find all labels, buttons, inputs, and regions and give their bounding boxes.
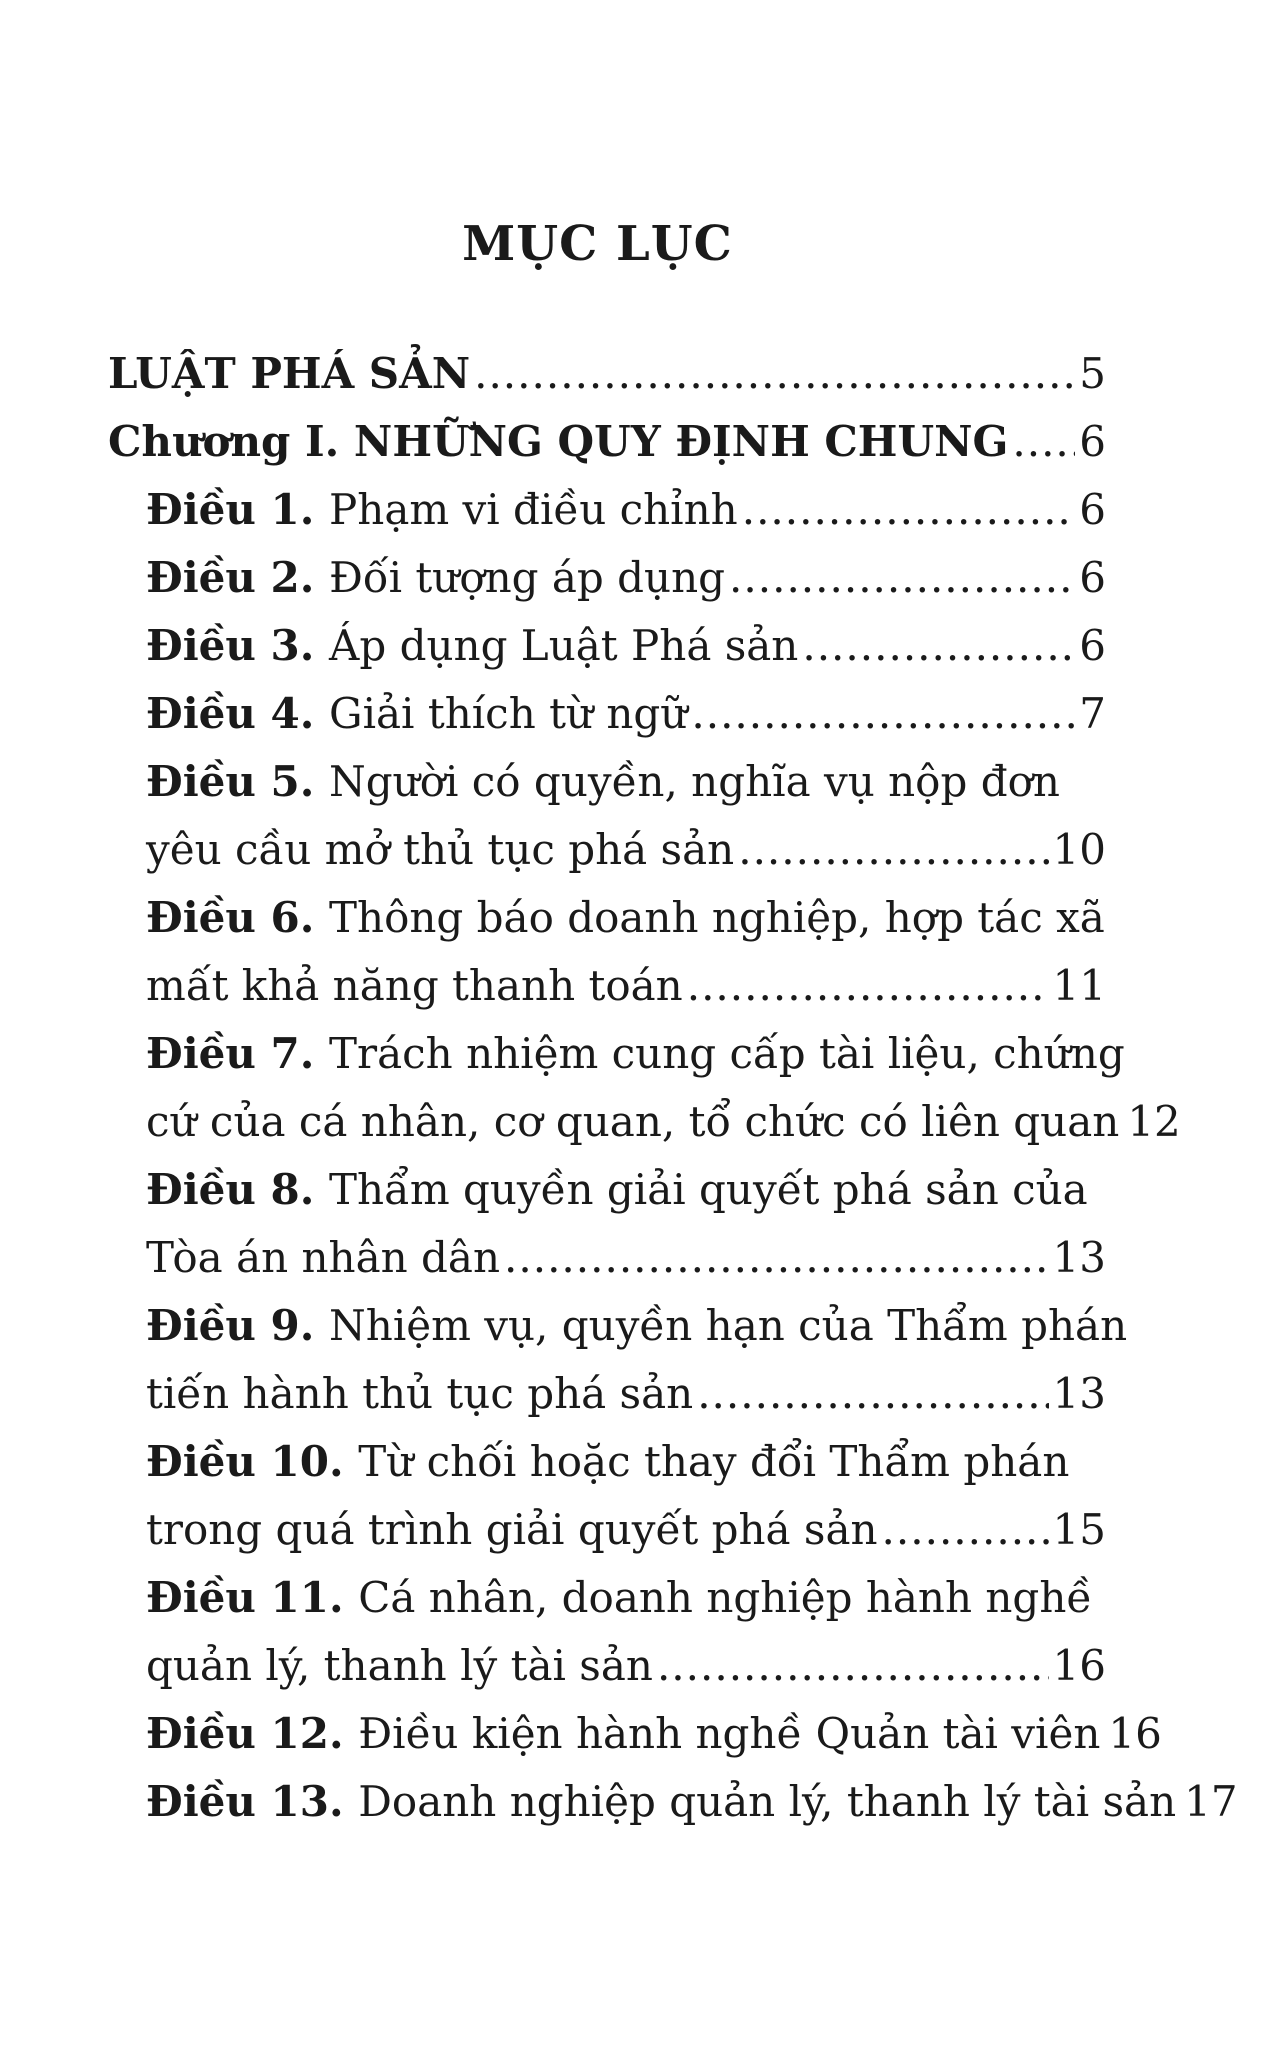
toc-leader-dots: [474, 340, 1075, 408]
toc-entry: [108, 408, 1106, 476]
toc-entry-title: LUẬT PHÁ SẢN: [108, 349, 471, 398]
toc-entry-text: [146, 1165, 1088, 1214]
toc-leader-dots: [504, 1224, 1049, 1292]
toc-entry-line: [146, 1292, 1128, 1360]
toc-entry: [108, 1428, 1106, 1564]
toc-entry-line: [146, 1428, 1106, 1496]
toc-entry-label: Điều 5.: [146, 757, 315, 806]
toc-entry-label: Điều 3.: [146, 621, 315, 670]
toc-entry-title: tiến hành thủ tục phá sản: [146, 1369, 694, 1418]
toc-page-number: 11: [1052, 961, 1106, 1010]
toc-entry: [108, 1020, 1181, 1156]
toc-page-number: 15: [1052, 1505, 1106, 1554]
toc-entry-text: [146, 544, 725, 612]
toc-entry-text: [146, 1224, 500, 1292]
toc-entry-text: [146, 1700, 1100, 1768]
toc-entry-text: [146, 1437, 1069, 1486]
toc-entry: [108, 1700, 1162, 1768]
toc-entry: [108, 544, 1106, 612]
toc-page-number: 10: [1052, 825, 1106, 874]
toc-entry-text: [146, 816, 734, 884]
toc-page-number: 6: [1079, 485, 1106, 534]
toc-entry: [108, 340, 1106, 408]
toc-entry-last-line: [146, 1700, 1162, 1768]
toc-leader-dots: [738, 816, 1048, 884]
toc-entry-text: [146, 1360, 693, 1428]
toc-entry: [108, 1156, 1106, 1292]
toc-entry-title: Tòa án nhân dân: [146, 1233, 501, 1282]
toc-entry-title: Đối tượng áp dụng: [329, 553, 726, 602]
toc-page-number: 6: [1079, 621, 1106, 670]
toc-entry-last-line: [146, 612, 1106, 680]
toc-leader-dots: [742, 476, 1076, 544]
toc-page-number: 16: [1052, 1641, 1106, 1690]
toc-page-number: 6: [1079, 553, 1106, 602]
toc-page-number: 17: [1184, 1777, 1238, 1826]
toc-entry-text: [146, 680, 687, 748]
toc-entry-title: yêu cầu mở thủ tục phá sản: [146, 825, 735, 874]
toc-page-number: 13: [1052, 1369, 1106, 1418]
toc-entry-title: Cá nhân, doanh nghiệp hành nghề: [358, 1573, 1093, 1622]
toc-entry-label: Điều 7.: [146, 1029, 315, 1078]
toc-entry-text: [108, 340, 470, 408]
toc-leader-dots: [802, 612, 1075, 680]
toc-leader-dots: [691, 680, 1075, 748]
toc-entry-title: Doanh nghiệp quản lý, thanh lý tài sản: [358, 1777, 1177, 1826]
toc-entry: [108, 884, 1106, 1020]
toc-entry-title: Điều kiện hành nghề Quản tài viên: [358, 1709, 1101, 1758]
toc-leader-dots: [1012, 408, 1075, 476]
toc-entry: [108, 1292, 1128, 1428]
toc-entry: [108, 476, 1106, 544]
toc-entry: [108, 748, 1106, 884]
toc-entry-title: Chương I. NHỮNG QUY ĐỊNH CHUNG: [108, 417, 1009, 466]
toc-entry-last-line: [146, 1632, 1106, 1700]
toc-entry-last-line: [146, 476, 1106, 544]
toc-entry-title: Áp dụng Luật Phá sản: [329, 621, 799, 670]
toc-entry-title: Trách nhiệm cung cấp tài liệu, chứng: [329, 1029, 1125, 1078]
toc-leader-dots: [687, 952, 1049, 1020]
toc-entry-title: Nhiệm vụ, quyền hạn của Thẩm phán: [329, 1301, 1128, 1350]
toc-entry-last-line: [146, 816, 1106, 884]
toc-entry-last-line: [146, 1224, 1106, 1292]
toc-entry: [108, 612, 1106, 680]
toc-entry-line: [146, 884, 1106, 952]
toc-entry-last-line: [146, 1088, 1181, 1156]
toc-entry-label: Điều 10.: [146, 1437, 344, 1486]
toc-page-number: 7: [1079, 689, 1106, 738]
toc-entry-last-line: [146, 1360, 1106, 1428]
toc-entry-text: [146, 1496, 878, 1564]
toc-leader-dots: [729, 544, 1075, 612]
toc-entry-label: Điều 4.: [146, 689, 315, 738]
toc-entry-text: [146, 893, 1105, 942]
toc-entry-text: [146, 476, 738, 544]
toc-list: [108, 340, 1238, 1836]
toc-entry-last-line: [146, 1496, 1106, 1564]
page-title: MỤC LỤC: [462, 216, 733, 272]
toc-entry-label: Điều 1.: [146, 485, 315, 534]
toc-entry-last-line: [108, 408, 1106, 476]
toc-entry-text: [146, 1029, 1125, 1078]
toc-entry-text: [146, 952, 683, 1020]
toc-entry-text: [146, 1768, 1176, 1836]
toc-entry-title: Phạm vi điều chỉnh: [329, 485, 738, 534]
toc-entry-title: Người có quyền, nghĩa vụ nộp đơn: [329, 757, 1060, 806]
toc-entry-text: [146, 1301, 1127, 1350]
toc-entry-label: Điều 9.: [146, 1301, 315, 1350]
toc-page-number: 13: [1052, 1233, 1106, 1282]
toc-leader-dots: [697, 1360, 1048, 1428]
toc-leader-dots: [882, 1496, 1049, 1564]
toc-entry-title: Thông báo doanh nghiệp, hợp tác xã: [329, 893, 1105, 942]
toc-entry: [108, 1564, 1106, 1700]
toc-page-number: 16: [1108, 1709, 1162, 1758]
toc-entry-label: Điều 12.: [146, 1709, 344, 1758]
toc-entry-line: [146, 1156, 1106, 1224]
toc-entry-text: [146, 1632, 653, 1700]
toc-entry-text: [146, 612, 798, 680]
toc-entry-title: quản lý, thanh lý tài sản: [146, 1641, 653, 1690]
toc-entry-last-line: [146, 952, 1106, 1020]
toc-entry: [108, 1768, 1238, 1836]
toc-page-number: 12: [1127, 1097, 1181, 1146]
toc-page-number: 6: [1079, 417, 1106, 466]
toc-entry-last-line: [108, 340, 1106, 408]
toc-entry-title: Thẩm quyền giải quyết phá sản của: [329, 1165, 1088, 1214]
toc-entry-text: [108, 408, 1008, 476]
toc-entry-last-line: [146, 680, 1106, 748]
toc-entry-label: Điều 2.: [146, 553, 315, 602]
toc-entry-title: Từ chối hoặc thay đổi Thẩm phán: [358, 1437, 1070, 1486]
toc-entry-title: Giải thích từ ngữ: [329, 689, 688, 738]
toc-entry-text: [146, 1088, 1119, 1156]
toc-entry-title: cứ của cá nhân, cơ quan, tổ chức có liên quan: [146, 1097, 1120, 1146]
toc-entry-line: [146, 1564, 1106, 1632]
toc-entry-text: [146, 1573, 1092, 1622]
toc-entry-text: [146, 757, 1060, 806]
toc-entry-last-line: [146, 1768, 1238, 1836]
toc-entry-title: mất khả năng thanh toán: [146, 961, 683, 1010]
toc-entry-title: trong quá trình giải quyết phá sản: [146, 1505, 878, 1554]
toc-entry-label: Điều 8.: [146, 1165, 315, 1214]
toc-page-number: 5: [1079, 349, 1106, 398]
toc-entry-label: Điều 6.: [146, 893, 315, 942]
toc-leader-dots: [657, 1632, 1049, 1700]
toc-entry-label: Điều 13.: [146, 1777, 344, 1826]
toc-entry-line: [146, 748, 1106, 816]
toc-entry-label: Điều 11.: [146, 1573, 344, 1622]
toc-entry: [108, 680, 1106, 748]
toc-entry-last-line: [146, 544, 1106, 612]
toc-entry-line: [146, 1020, 1125, 1088]
